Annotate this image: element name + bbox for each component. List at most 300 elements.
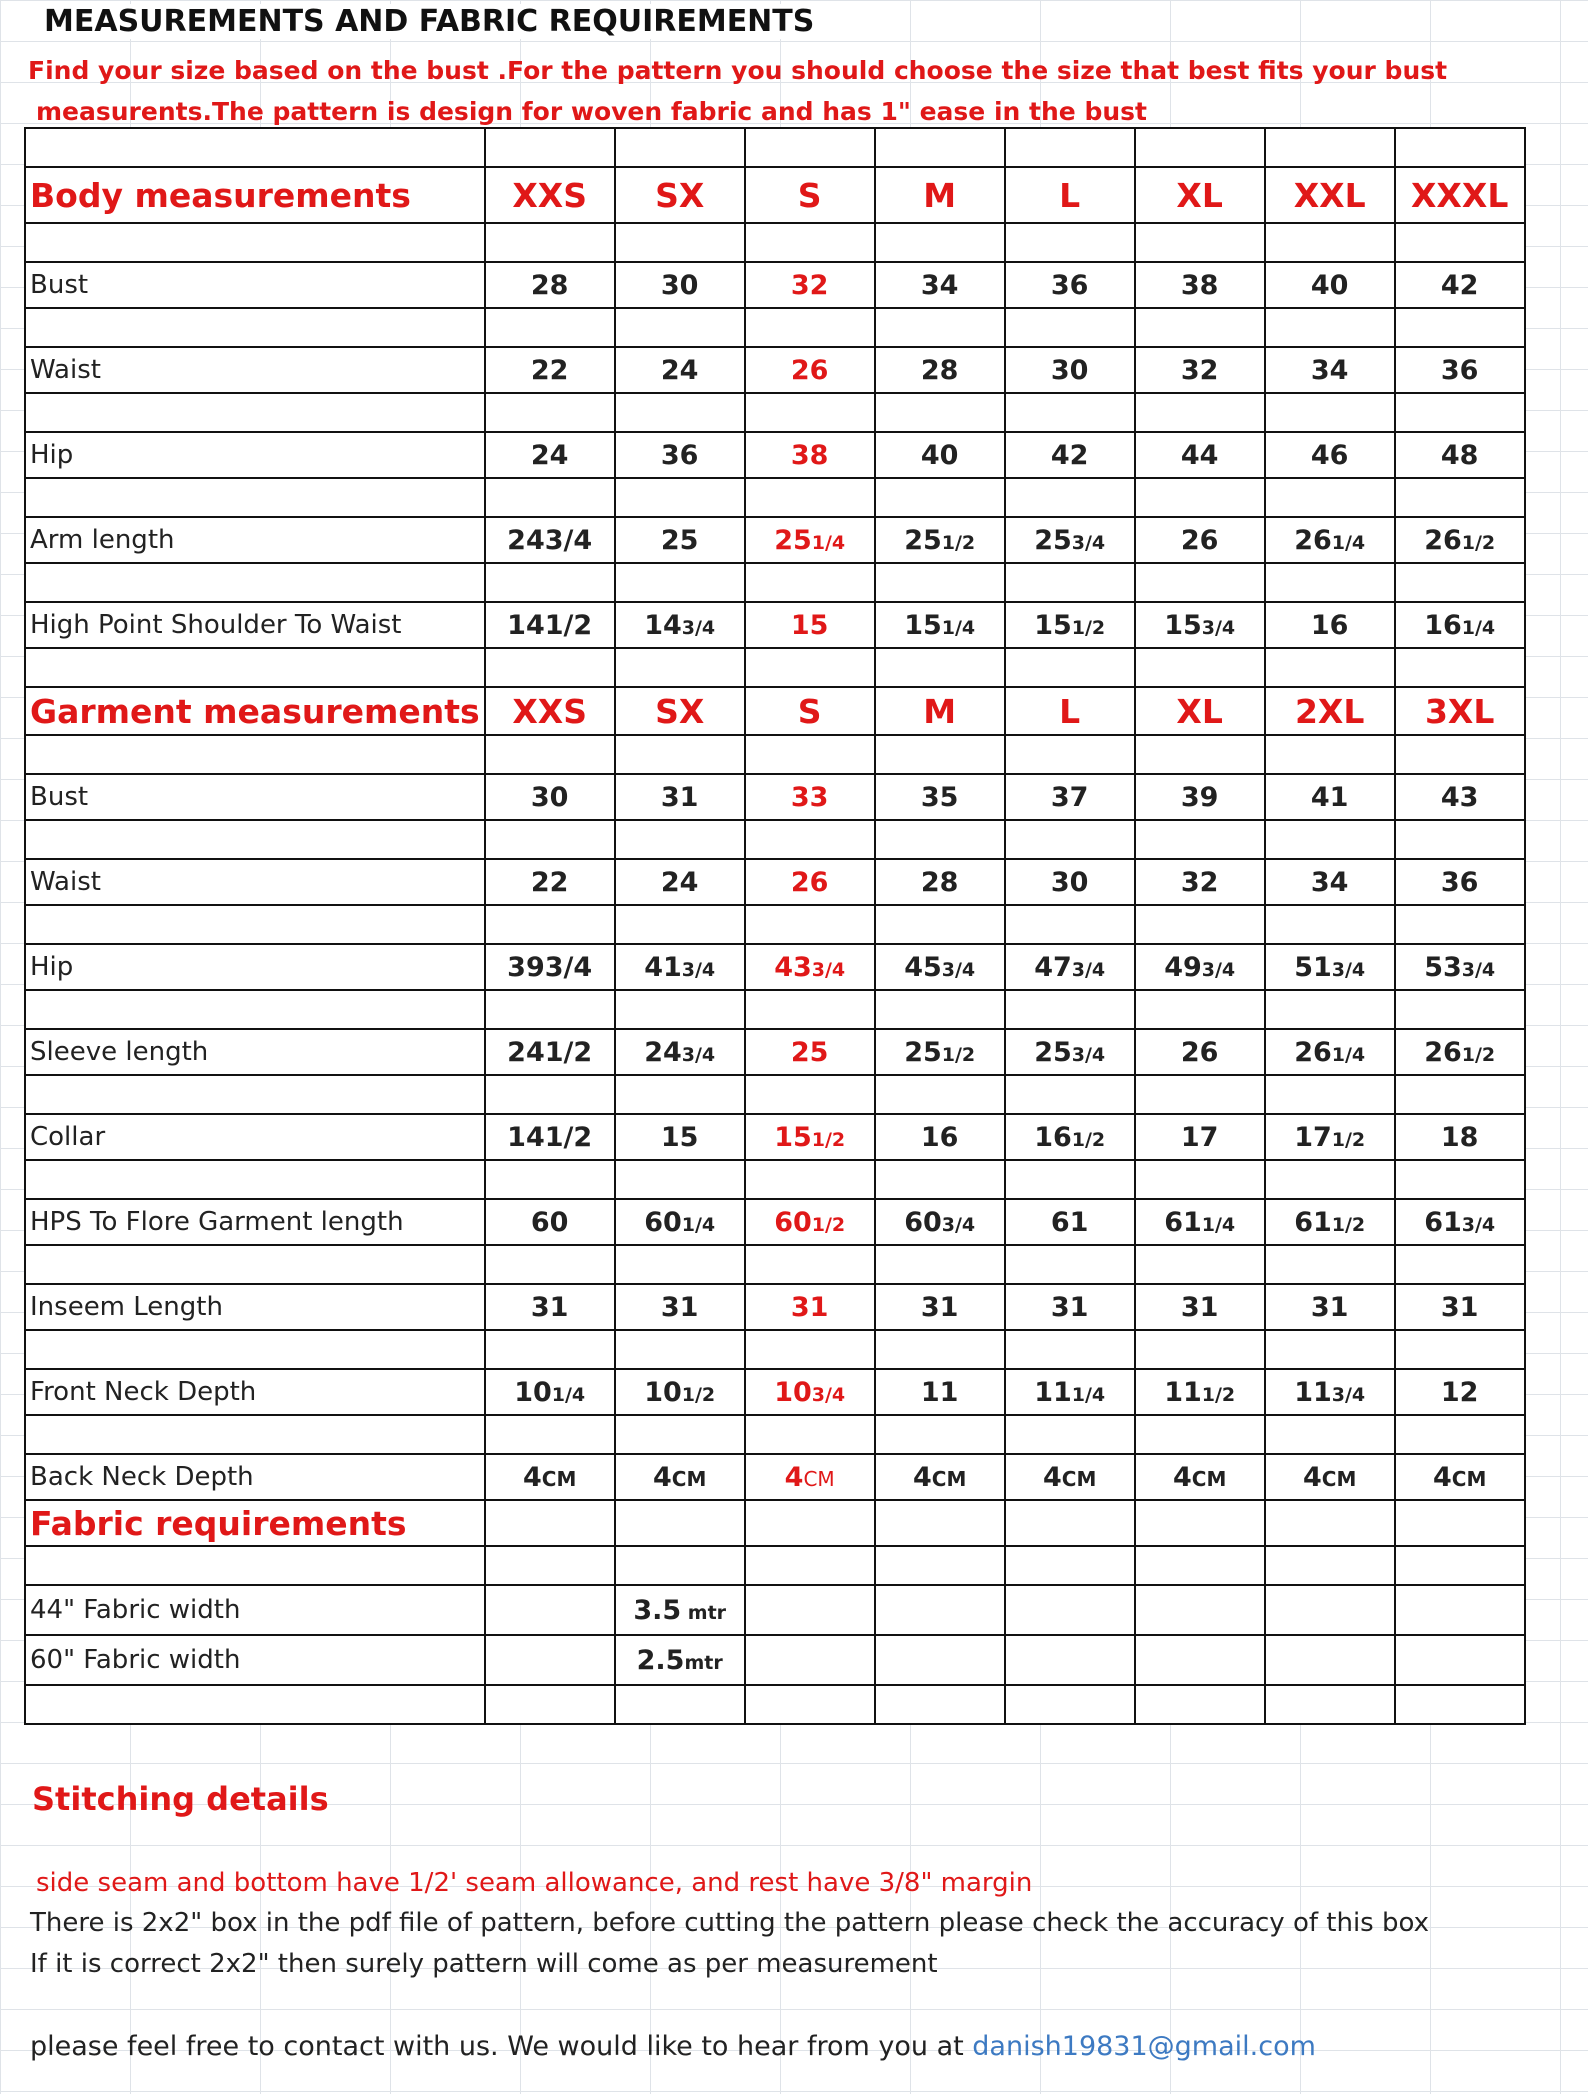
garment-header-row	[25, 687, 1525, 735]
empty-cell	[745, 1635, 875, 1685]
empty-cell	[1395, 820, 1525, 859]
row-label-text: HPS To Flore Garment length	[30, 1207, 404, 1237]
value-whole: 10	[774, 1376, 812, 1408]
value-unit: CM	[1191, 1466, 1227, 1491]
empty-cell	[1005, 563, 1135, 602]
value-whole: 4	[1172, 1461, 1192, 1493]
size-header	[615, 687, 745, 735]
empty-cell	[1395, 1075, 1525, 1114]
value-whole: 17	[1294, 1121, 1332, 1153]
size-label: SX	[655, 175, 705, 215]
empty-cell	[745, 1330, 875, 1369]
spacer-row	[25, 308, 1525, 347]
empty-cell	[25, 905, 485, 944]
value-text: 38	[1180, 269, 1219, 301]
value-cell	[745, 262, 875, 308]
value-fraction: 1/2	[1331, 1213, 1366, 1236]
value-whole: 24	[644, 1036, 682, 1068]
value-cell	[745, 1454, 875, 1500]
size-header	[1005, 687, 1135, 735]
size-header	[1005, 167, 1135, 223]
value-cell	[745, 1199, 875, 1245]
spacer-row	[25, 1075, 1525, 1114]
value-cell	[615, 1284, 745, 1330]
empty-cell	[485, 905, 615, 944]
empty-cell	[1265, 1546, 1395, 1585]
size-header	[1135, 167, 1265, 223]
empty-cell	[615, 1245, 745, 1284]
fabric-row	[25, 1635, 1525, 1685]
value-whole: 141/2	[507, 609, 593, 641]
empty-cell	[615, 1330, 745, 1369]
value-text: 36	[1050, 269, 1089, 301]
value-whole: 17	[1180, 1121, 1219, 1153]
value-fraction: 3/4	[681, 616, 716, 639]
value-cell	[1395, 1199, 1525, 1245]
table-row	[25, 859, 1525, 905]
empty-cell	[1395, 1330, 1525, 1369]
value-cell	[1265, 517, 1395, 563]
empty-cell	[485, 1635, 615, 1685]
value-whole: 10	[514, 1376, 552, 1408]
row-label	[25, 1369, 485, 1415]
spacer-row	[25, 1160, 1525, 1199]
row-label	[25, 1029, 485, 1075]
empty-cell	[1005, 1160, 1135, 1199]
value-whole: 15	[774, 1121, 812, 1153]
value-text: 41	[1310, 781, 1349, 813]
value-cell	[1395, 347, 1525, 393]
value-whole: 60	[774, 1206, 812, 1238]
empty-cell	[1135, 735, 1265, 774]
empty-cell	[25, 393, 485, 432]
empty-cell	[615, 308, 745, 347]
empty-cell	[485, 393, 615, 432]
empty-cell	[1135, 563, 1265, 602]
spacer-row	[25, 1330, 1525, 1369]
value-whole: 14	[644, 609, 682, 641]
value-cell	[615, 347, 745, 393]
value-cell	[485, 347, 615, 393]
size-label: M	[923, 175, 957, 215]
value-cell	[485, 432, 615, 478]
value-text: 24	[530, 439, 569, 471]
value-text: 31	[1180, 1291, 1219, 1323]
empty-cell	[615, 905, 745, 944]
value-cell	[615, 602, 745, 648]
value-fraction: 1/4	[1331, 531, 1366, 554]
value-text: 34	[1310, 354, 1349, 386]
value-cell	[745, 944, 875, 990]
row-label-text: 44" Fabric width	[30, 1595, 241, 1625]
row-label-text: High Point Shoulder To Waist	[30, 610, 402, 640]
row-label	[25, 774, 485, 820]
row-label-text: 60" Fabric width	[30, 1645, 241, 1675]
value-cell	[1135, 347, 1265, 393]
empty-cell	[25, 1415, 485, 1454]
value-cell	[615, 774, 745, 820]
fabric-amount	[615, 1635, 745, 1685]
value-cell	[485, 1284, 615, 1330]
value-text: 48	[1440, 439, 1479, 471]
value-cell	[1135, 944, 1265, 990]
empty-cell	[745, 1546, 875, 1585]
spacer-row	[25, 1546, 1525, 1585]
empty-cell	[875, 1585, 1005, 1635]
empty-cell	[745, 1245, 875, 1284]
value-cell	[1005, 347, 1135, 393]
row-label-text: Arm length	[30, 525, 175, 555]
empty-cell	[875, 820, 1005, 859]
value-cell	[1395, 262, 1525, 308]
empty-cell	[615, 478, 745, 517]
value-text: 43	[1440, 781, 1479, 813]
empty-cell	[1135, 223, 1265, 262]
empty-cell	[1135, 393, 1265, 432]
value-cell	[1005, 1284, 1135, 1330]
empty-cell	[25, 990, 485, 1029]
empty-cell	[1395, 563, 1525, 602]
value-whole: 60	[530, 1206, 569, 1238]
empty-cell	[1395, 1500, 1525, 1546]
empty-cell	[25, 1075, 485, 1114]
empty-cell	[875, 223, 1005, 262]
value-cell	[745, 1284, 875, 1330]
value-whole: 4	[1432, 1461, 1452, 1493]
row-label	[25, 432, 485, 478]
empty-cell	[1135, 1546, 1265, 1585]
value-whole: 25	[790, 1036, 829, 1068]
value-whole: 141/2	[507, 1121, 593, 1153]
empty-cell	[875, 1245, 1005, 1284]
value-whole: 61	[1164, 1206, 1202, 1238]
value-fraction: 1/2	[1071, 616, 1106, 639]
size-label: L	[1059, 691, 1081, 731]
section-heading	[25, 167, 485, 223]
size-header	[1395, 167, 1525, 223]
value-unit: CM	[931, 1466, 967, 1491]
value-text: 33	[790, 781, 829, 813]
empty-cell	[1395, 1685, 1525, 1724]
empty-cell	[615, 128, 745, 167]
row-label-text: Waist	[30, 355, 101, 385]
value-cell	[485, 859, 615, 905]
row-label	[25, 944, 485, 990]
value-whole: 393/4	[507, 951, 593, 983]
size-header	[1265, 687, 1395, 735]
value-whole: 16	[1424, 609, 1462, 641]
value-whole: 47	[1034, 951, 1072, 983]
value-cell	[485, 602, 615, 648]
value-whole: 15	[904, 609, 942, 641]
empty-cell	[1265, 648, 1395, 687]
value-text: 40	[1310, 269, 1349, 301]
value-cell	[1135, 1029, 1265, 1075]
empty-cell	[485, 128, 615, 167]
value-cell	[615, 859, 745, 905]
empty-cell	[1135, 1330, 1265, 1369]
spacer-row	[25, 1245, 1525, 1284]
value-cell	[1265, 262, 1395, 308]
value-fraction: 3/4	[1201, 958, 1236, 981]
value-cell	[1135, 262, 1265, 308]
intro-text	[28, 50, 1528, 132]
value-cell	[485, 1114, 615, 1160]
section-heading	[25, 1500, 485, 1546]
empty-cell	[615, 648, 745, 687]
empty-cell	[1005, 1635, 1135, 1685]
value-cell	[1135, 602, 1265, 648]
value-cell	[1395, 517, 1525, 563]
value-cell	[1265, 774, 1395, 820]
value-fraction: 1/4	[1331, 1043, 1366, 1066]
value-cell	[615, 944, 745, 990]
value-fraction: 3/4	[1331, 1383, 1366, 1406]
empty-cell	[1395, 223, 1525, 262]
row-label-text: Bust	[30, 782, 89, 812]
value-whole: 16	[1034, 1121, 1072, 1153]
empty-cell	[1265, 1075, 1395, 1114]
empty-cell	[1265, 563, 1395, 602]
value-whole: 10	[644, 1376, 682, 1408]
box-correct-note: If it is correct 2x2" then surely pattern will come as per measurement	[30, 1949, 938, 1979]
empty-cell	[1005, 990, 1135, 1029]
value-whole: 25	[660, 524, 699, 556]
empty-cell	[485, 1160, 615, 1199]
box-check-note: There is 2x2" box in the pdf file of pattern, before cutting the pattern please check the accuracy of this box	[30, 1908, 1429, 1938]
empty-cell	[1265, 393, 1395, 432]
empty-cell	[25, 478, 485, 517]
value-cell	[485, 262, 615, 308]
value-cell	[875, 859, 1005, 905]
value-text: 26	[790, 354, 829, 386]
value-text: 42	[1440, 269, 1479, 301]
empty-cell	[1395, 735, 1525, 774]
empty-cell	[875, 1546, 1005, 1585]
empty-cell	[1005, 648, 1135, 687]
body-header-row	[25, 167, 1525, 223]
row-label	[25, 859, 485, 905]
empty-cell	[745, 1415, 875, 1454]
value-cell	[1395, 1454, 1525, 1500]
value-cell	[875, 602, 1005, 648]
value-whole: 51	[1294, 951, 1332, 983]
value-cell	[745, 859, 875, 905]
empty-cell	[745, 563, 875, 602]
value-whole: 25	[904, 1036, 942, 1068]
value-cell	[1395, 1029, 1525, 1075]
size-label: XL	[1176, 691, 1223, 731]
value-fraction: 3/4	[1461, 958, 1496, 981]
table-row	[25, 262, 1525, 308]
empty-cell	[485, 223, 615, 262]
empty-cell	[745, 223, 875, 262]
value-whole: 26	[1180, 1036, 1219, 1068]
empty-cell	[875, 1075, 1005, 1114]
value-fraction: 1/4	[551, 1383, 586, 1406]
empty-cell	[25, 128, 485, 167]
value-cell	[1005, 1029, 1135, 1075]
empty-cell	[25, 223, 485, 262]
value-text: 22	[530, 354, 569, 386]
contact-line	[30, 2031, 1316, 2062]
value-whole: 61	[1294, 1206, 1332, 1238]
value-text: 30	[660, 269, 699, 301]
row-label	[25, 262, 485, 308]
empty-cell	[875, 990, 1005, 1029]
empty-cell	[1395, 478, 1525, 517]
value-fraction: 3/4	[1071, 1043, 1106, 1066]
empty-cell	[1395, 128, 1525, 167]
size-label: 3XL	[1424, 691, 1495, 731]
size-label: XL	[1176, 175, 1223, 215]
empty-cell	[485, 735, 615, 774]
empty-cell	[745, 648, 875, 687]
value-cell	[1005, 262, 1135, 308]
empty-cell	[615, 990, 745, 1029]
value-fraction: 1/2	[941, 1043, 976, 1066]
value-cell	[1265, 602, 1395, 648]
table-row	[25, 1029, 1525, 1075]
fabric-amount-value: 3.5	[633, 1594, 682, 1626]
spacer-row	[25, 905, 1525, 944]
fabric-amount-unit: mtr	[684, 1651, 723, 1674]
empty-cell	[745, 820, 875, 859]
empty-cell	[25, 308, 485, 347]
value-cell	[745, 517, 875, 563]
value-cell	[615, 1199, 745, 1245]
empty-cell	[1265, 128, 1395, 167]
size-header	[875, 687, 1005, 735]
row-label	[25, 1454, 485, 1500]
spacer-row	[25, 735, 1525, 774]
value-text: 26	[790, 866, 829, 898]
empty-cell	[1135, 1635, 1265, 1685]
email-link[interactable]: danish19831@gmail.com	[972, 2031, 1316, 2062]
intro-line-1: Find your size based on the bust .For the pattern you should choose the size that best fits your bust	[28, 56, 1448, 85]
value-whole: 11	[1164, 1376, 1202, 1408]
value-cell	[1135, 1199, 1265, 1245]
value-cell	[485, 944, 615, 990]
value-whole: 53	[1424, 951, 1462, 983]
value-cell	[1135, 1284, 1265, 1330]
empty-cell	[485, 1585, 615, 1635]
empty-cell	[1265, 905, 1395, 944]
value-whole: 26	[1424, 524, 1462, 556]
value-cell	[1265, 1454, 1395, 1500]
empty-cell	[1135, 1415, 1265, 1454]
empty-cell	[1005, 308, 1135, 347]
empty-cell	[1005, 1585, 1135, 1635]
value-text: 31	[1310, 1291, 1349, 1323]
empty-cell	[745, 1160, 875, 1199]
value-cell	[875, 1369, 1005, 1415]
value-cell	[1005, 1114, 1135, 1160]
value-text: 30	[1050, 866, 1089, 898]
value-whole: 15	[660, 1121, 699, 1153]
value-text: 36	[1440, 866, 1479, 898]
value-cell	[1395, 1284, 1525, 1330]
value-cell	[485, 1199, 615, 1245]
fabric-amount	[615, 1585, 745, 1635]
value-cell	[875, 1114, 1005, 1160]
empty-cell	[1005, 1245, 1135, 1284]
empty-cell	[615, 1415, 745, 1454]
value-text: 31	[1050, 1291, 1089, 1323]
value-unit: CM	[1061, 1466, 1097, 1491]
value-cell	[875, 347, 1005, 393]
empty-cell	[25, 648, 485, 687]
value-text: 31	[920, 1291, 959, 1323]
value-text: 24	[660, 354, 699, 386]
value-text: 30	[1050, 354, 1089, 386]
empty-cell	[745, 1685, 875, 1724]
fabric-row	[25, 1585, 1525, 1635]
value-whole: 60	[904, 1206, 942, 1238]
value-cell	[875, 774, 1005, 820]
value-fraction: 1/2	[1201, 1383, 1236, 1406]
empty-cell	[1395, 1546, 1525, 1585]
empty-cell	[1395, 1160, 1525, 1199]
empty-cell	[615, 1546, 745, 1585]
row-label	[25, 1114, 485, 1160]
empty-cell	[1395, 1585, 1525, 1635]
size-label: S	[797, 175, 822, 215]
value-whole: 16	[920, 1121, 959, 1153]
size-header	[745, 687, 875, 735]
empty-cell	[745, 905, 875, 944]
empty-cell	[875, 1635, 1005, 1685]
value-text: 31	[1440, 1291, 1479, 1323]
empty-cell	[1135, 478, 1265, 517]
empty-cell	[875, 1415, 1005, 1454]
value-whole: 4	[1042, 1461, 1062, 1493]
empty-cell	[1395, 905, 1525, 944]
stitching-heading: Stitching details	[32, 1780, 329, 1818]
value-cell	[1005, 1199, 1135, 1245]
empty-cell	[1395, 1245, 1525, 1284]
value-cell	[745, 1029, 875, 1075]
value-cell	[485, 517, 615, 563]
value-unit: CM	[671, 1466, 707, 1491]
empty-cell	[1395, 648, 1525, 687]
value-cell	[1395, 859, 1525, 905]
empty-cell	[1265, 735, 1395, 774]
value-fraction: 3/4	[941, 958, 976, 981]
value-cell	[615, 517, 745, 563]
value-whole: 243/4	[507, 524, 593, 556]
seam-allowance-note: side seam and bottom have 1/2' seam allowance, and rest have 3/8" margin	[36, 1868, 1033, 1898]
value-cell	[1395, 774, 1525, 820]
size-label: 2XL	[1294, 691, 1365, 731]
value-fraction: 3/4	[811, 1383, 846, 1406]
table-row	[25, 1114, 1525, 1160]
empty-cell	[615, 1685, 745, 1724]
value-text: 31	[530, 1291, 569, 1323]
value-cell	[1265, 347, 1395, 393]
value-whole: 25	[904, 524, 942, 556]
value-fraction: 1/2	[1071, 1128, 1106, 1151]
value-cell	[1395, 1369, 1525, 1415]
value-cell	[615, 1114, 745, 1160]
empty-cell	[1265, 1635, 1395, 1685]
value-cell	[1005, 859, 1135, 905]
value-cell	[1135, 859, 1265, 905]
value-cell	[1395, 602, 1525, 648]
value-whole: 61	[1424, 1206, 1462, 1238]
size-header	[615, 167, 745, 223]
value-cell	[615, 262, 745, 308]
